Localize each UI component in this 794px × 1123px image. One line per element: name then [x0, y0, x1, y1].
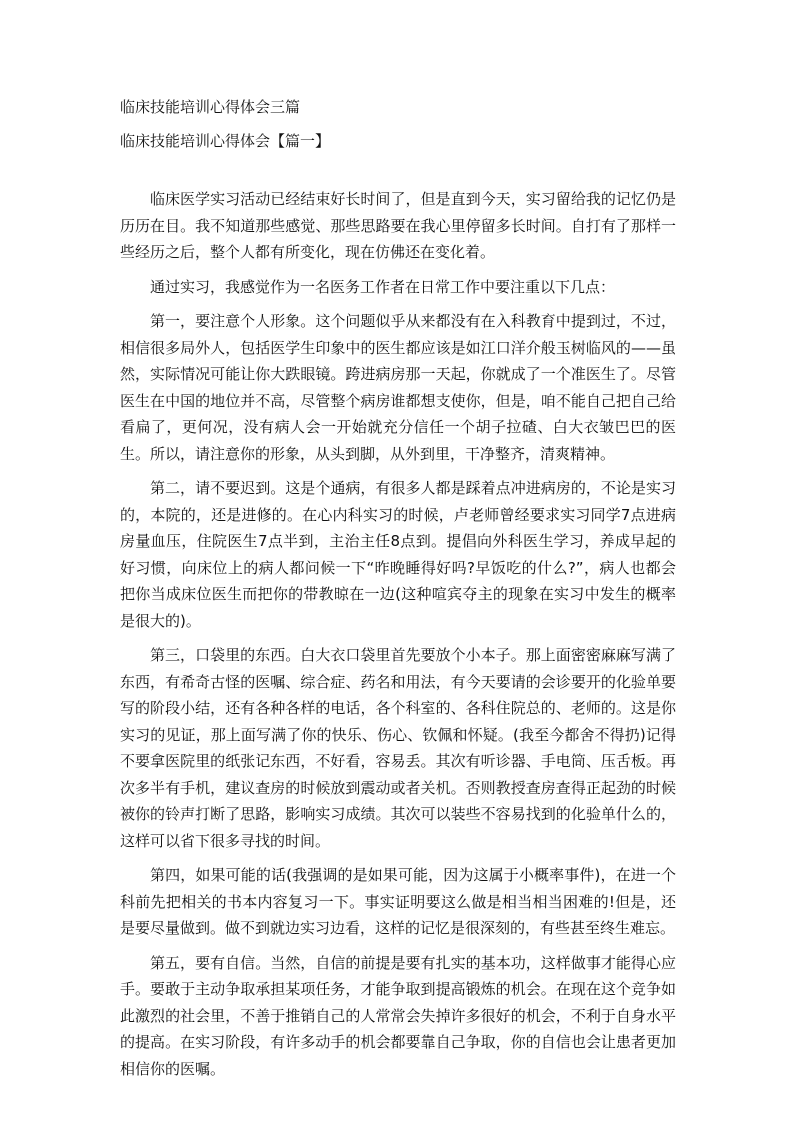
- lead-in-paragraph: 通过实习，我感觉作为一名医务工作者在日常工作中要注重以下几点：: [150, 277, 616, 296]
- point-two-paragraph: 第二，请不要迟到。这是个通病，有很多人都是踩着点冲进病房的，不论是实习的，本院的，还是进修的。在心内科实习的时候，卢老师曾经要求实习同学7点进病房量血压，住院医生7点半到，主治主任8点到。提倡向外科医生学习，养成早起的好习惯，向床位上的病人都问候一下“昨晚睡得好吗?早饭吃的什么?”，病人也都会把你当成床位医生而把你的带教晾在一边(这种喧宾夺主的现象在实习中发生的概率是很大的)。: [120, 479, 676, 630]
- point-three-paragraph: 第三，口袋里的东西。白大衣口袋里首先要放个小本子。那上面密密麻麻写满了东西，有希奇古怪的医嘱、综合症、药名和用法，有今天要请的会诊要开的化验单要写的阶段小结，还有各种各样的电话，各个科室的、各科住院总的、老师的。这是你实习的见证，那上面写满了你的快乐、伤心、钦佩和怀疑。(我至今都舍不得扔)记得不要拿医院里的纸张记东西，不好看，容易丢。其次有听诊器、手电筒、压舌板。再次多半有手机，建议查房的时候放到震动或者关机。否则教授查房查得正起劲的时候被你的铃声打断了思路，影响实习成绩。其次可以装些不容易找到的化验单什么的，这样可以省下很多寻找的时间。: [120, 646, 676, 850]
- document-title: 临床技能培训心得体会三篇: [120, 98, 301, 116]
- point-five-paragraph: 第五，要有自信。当然，自信的前提是要有扎实的基本功，这样做事才能得心应手。要敢于主动争取承担某项任务，才能争取到提高锻炼的机会。在现在这个竞争如此激烈的社会里，不善于推销自己的人常常会失掉许多很好的机会，不利于自身水平的提高。在实习阶段，有许多动手的机会都要靠自己争取，你的自信也会让患者更加相信你的医嘱。: [120, 953, 676, 1078]
- point-one-paragraph: 第一，要注意个人形象。这个问题似乎从来都没有在入科教育中提到过，不过，相信很多局外人，包括医学生印象中的医生都应该是如江口洋介般玉树临风的——虽然，实际情况可能让你大跌眼镜。跨进病房那一天起，你就成了一个准医生了。尽管医生在中国的地位并不高，尽管整个病房谁都想支使你，但是，咱不能自己把自己给看扁了，更何况，没有病人会一开始就充分信任一个胡子拉碴、白大衣皱巴巴的医生。所以，请注意你的形象，从头到脚，从外到里，干净整齐，清爽精神。: [120, 312, 676, 463]
- document-body: [120, 186, 676, 1090]
- intro-paragraph: 临床医学实习活动已经结束好长时间了，但是直到今天，实习留给我的记忆仍是历历在目。我不知道那些感觉、那些思路要在我心里停留多长时间。自打有了那样一些经历之后，整个人都有所变化，现在仿佛还在变化着。: [120, 190, 676, 261]
- point-four-paragraph: 第四，如果可能的话(我强调的是如果可能，因为这属于小概率事件)，在进一个科前先把相关的书本内容复习一下。事实证明要这么做是相当相当困难的!但是，还是要尽量做到。做不到就边实习边看，这样的记忆是很深刻的，有些甚至终生难忘。: [120, 866, 676, 937]
- section-heading: 临床技能培训心得体会【篇一】: [120, 132, 331, 150]
